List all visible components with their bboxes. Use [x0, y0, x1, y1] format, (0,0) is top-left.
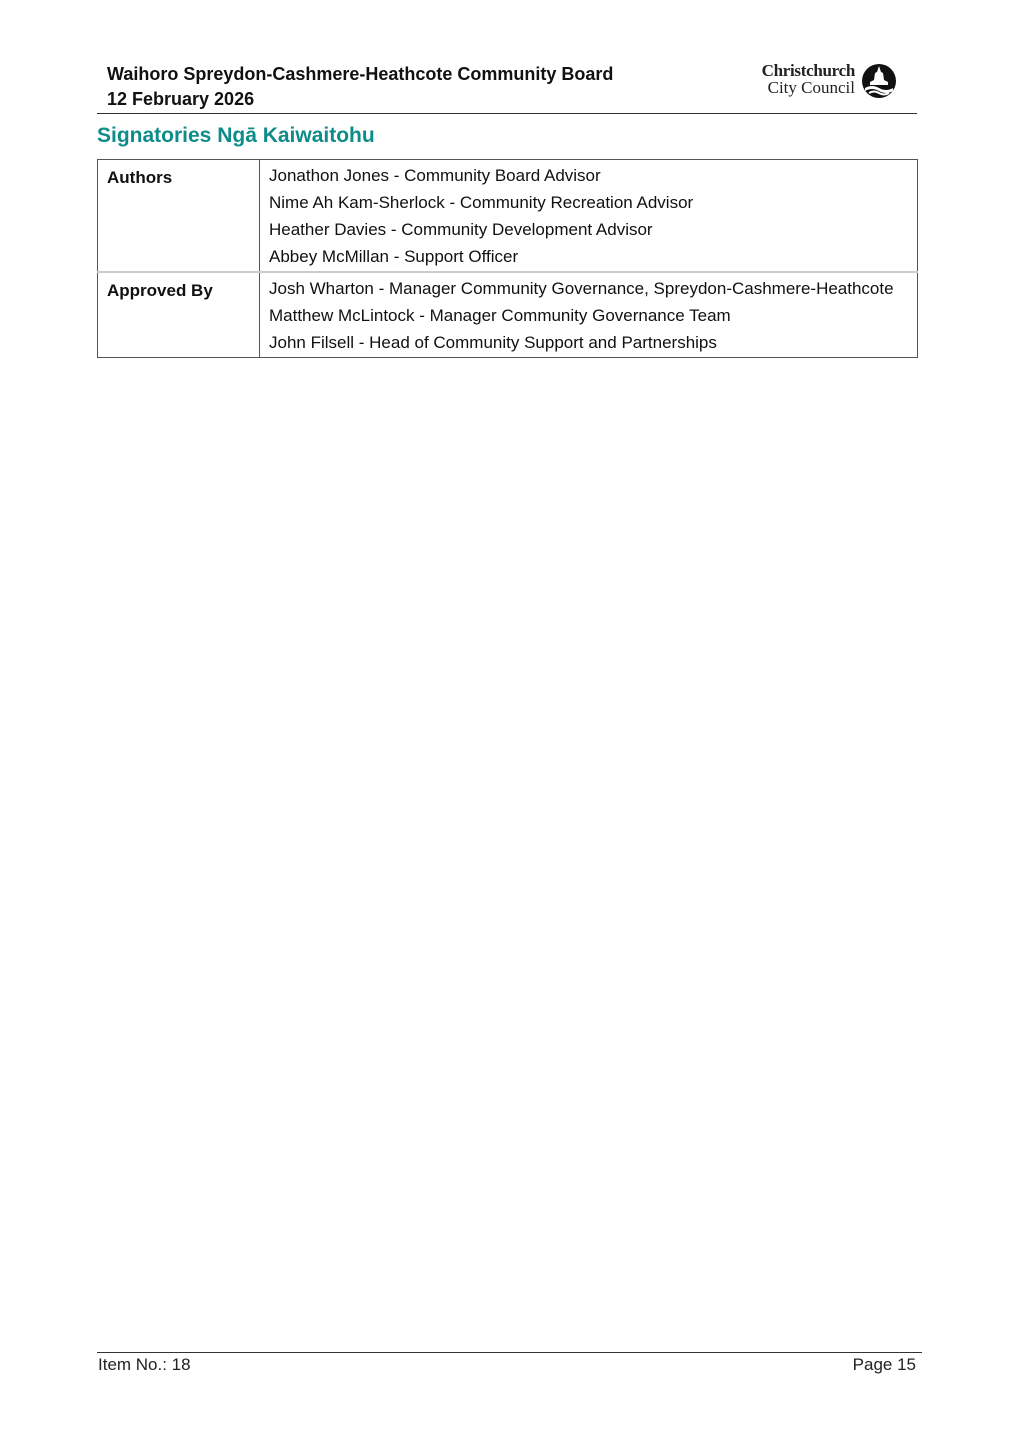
table-row-approved-by — [98, 272, 918, 358]
authors-label: Authors — [98, 160, 260, 273]
logo-line-1: Christchurch — [761, 61, 855, 80]
authors-names — [260, 160, 918, 273]
author-name: Nime Ah Kam-Sherlock - Community Recreation Advisor — [269, 193, 694, 212]
signatories-heading: Signatories Ngā Kaiwaitohu — [97, 124, 375, 147]
author-name: Heather Davies - Community Development Advisor — [269, 220, 653, 239]
logo-line-2: City Council — [767, 78, 855, 97]
page-footer — [97, 1352, 922, 1374]
table-row-authors — [98, 160, 918, 273]
signatories-table — [97, 159, 918, 358]
approved-by-names — [260, 272, 918, 358]
christchurch-city-council-emblem-icon — [861, 63, 897, 99]
author-name: Jonathon Jones - Community Board Advisor — [269, 166, 601, 185]
board-name: Waihoro Spreydon-Cashmere-Heathcote Community Board — [107, 64, 614, 84]
header-text-block — [107, 62, 613, 112]
page-number: Page 15 — [852, 1355, 916, 1374]
approved-by-label: Approved By — [98, 272, 260, 358]
approver-name: Josh Wharton - Manager Community Governance, Spreydon-Cashmere-Heathcote — [269, 279, 894, 298]
logo-wordmark — [762, 62, 855, 96]
approver-name: Matthew McLintock - Manager Community Governance Team — [269, 306, 731, 325]
author-name: Abbey McMillan - Support Officer — [269, 247, 519, 266]
christchurch-city-council-logo — [747, 62, 897, 102]
item-number: Item No.: 18 — [98, 1355, 191, 1374]
page-header — [97, 58, 917, 114]
approver-name: John Filsell - Head of Community Support and Partnerships — [269, 333, 717, 352]
meeting-date: 12 February 2026 — [107, 89, 255, 109]
